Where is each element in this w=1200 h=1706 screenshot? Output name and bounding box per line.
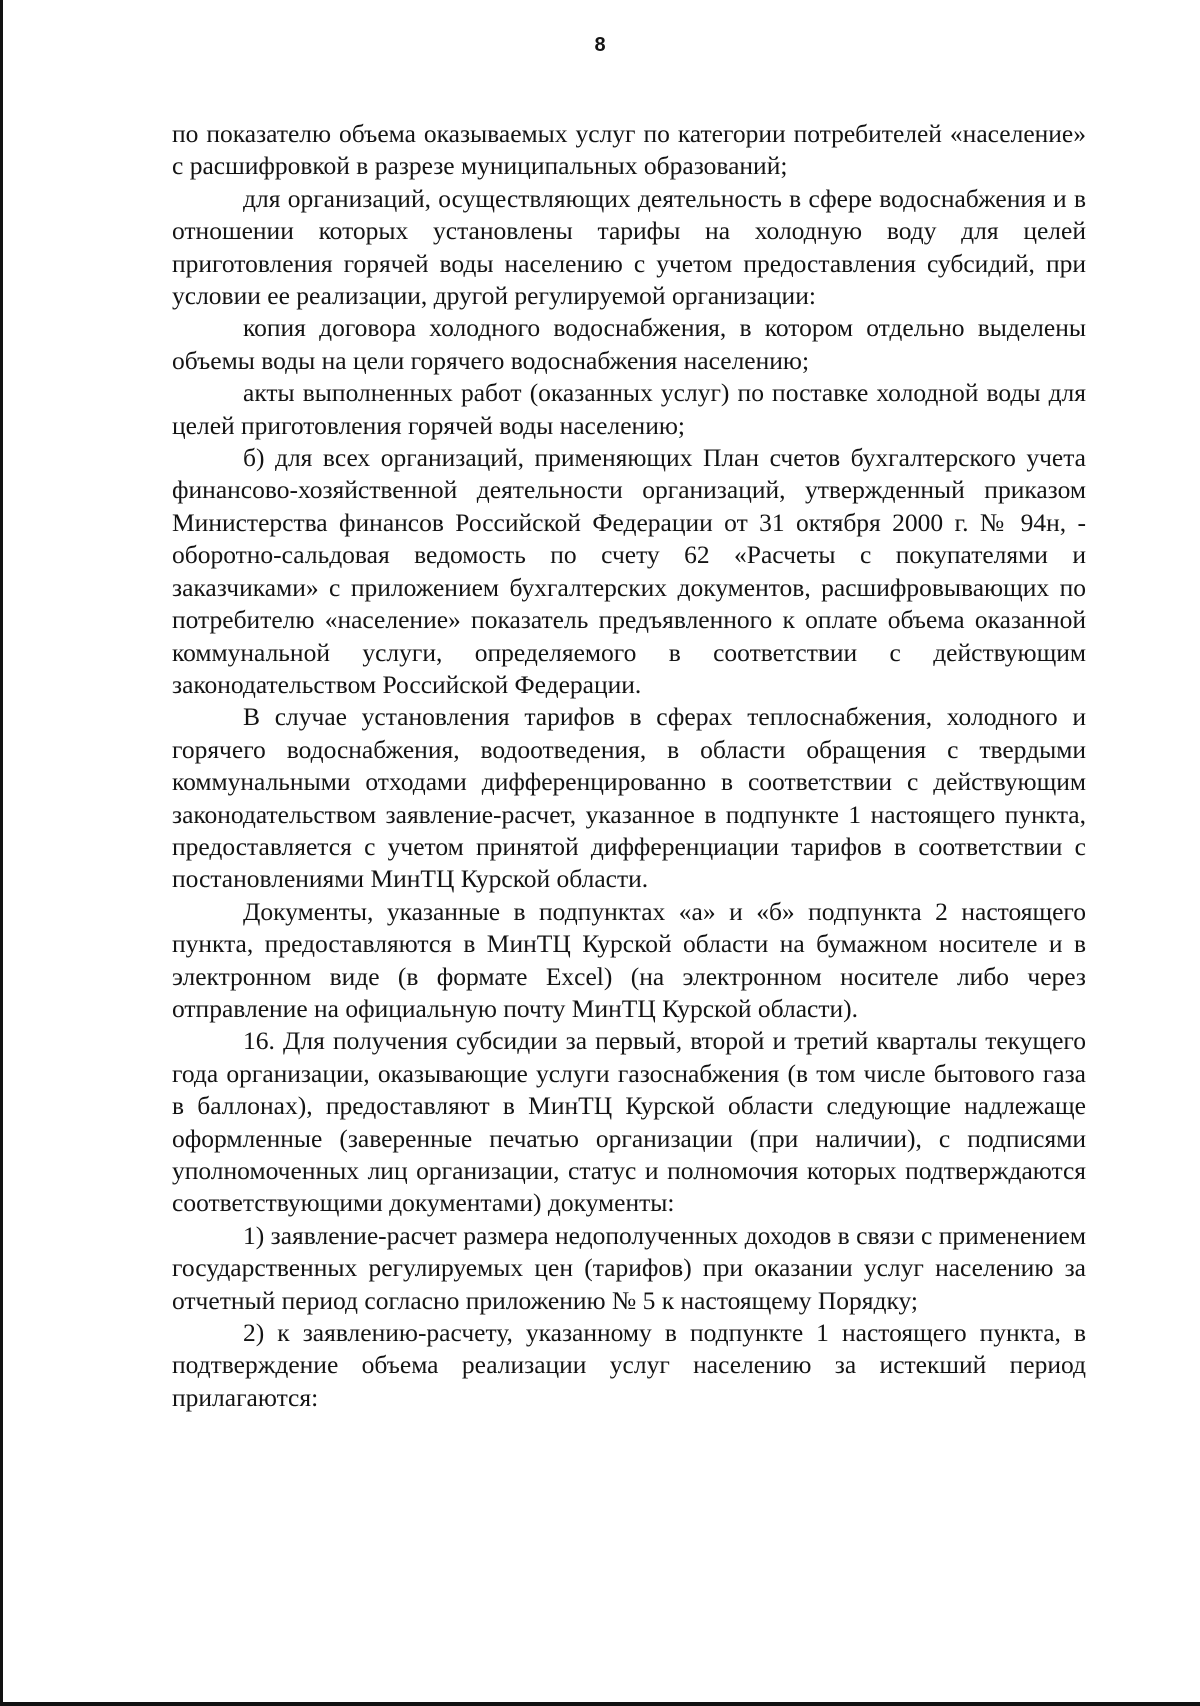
scan-border-left [0,0,3,1706]
document-body [172,118,1086,1414]
paragraph: Документы, указанные в подпунктах «а» и «б» подпункта 2 настоящего пункта, предоставляются в МинТЦ Курской области на бумажном носителе и в электронном виде (в формате Excel) (на электронном носителе либо через отправление на официальную почту МинТЦ Курской области). [172,896,1086,1023]
scan-border-bottom [0,1702,1200,1706]
paragraph: 16. Для получения субсидии за первый, второй и третий кварталы текущего года организации, оказывающие услуги газоснабжения (в том числе бытового газа в баллонах), предоставляют в МинТЦ Курской области следующие надлежаще оформленные (заверенные печатью организации (при наличии), с подписями уполномоченных лиц организации, статус и полномочия которых подтверждаются соответствующими документами) документы: [172,1026,1086,1218]
paragraph: 2) к заявлению-расчету, указанному в подпункте 1 настоящего пункта, в подтверждение объема реализации услуг населению за истекший период прилагаются: [172,1318,1086,1412]
paragraph: 1) заявление-расчет размера недополученных доходов в связи с применением государственных регулируемых цен (тарифов) при оказании услуг населению за отчетный период согласно приложению № 5 к настоящему Порядку; [172,1220,1086,1315]
paragraph: для организаций, осуществляющих деятельность в сфере водоснабжения и в отношении которых установлены тарифы на холодную воду для целей приготовления горячей воды населению с учетом предоставления субсидий, при условии ее реализации, другой регулируемой организации: [172,183,1086,311]
page-number: 8 [594,34,606,56]
paragraph: В случае установления тарифов в сферах теплоснабжения, холодного и горячего водоснабжения, водоотведения, в области обращения с твердыми коммунальными отходами дифференцированно в соответствии с действующим законодательством заявление-расчет, указанное в подпункте 1 настоящего пункта, предоставляется с учетом принятой дифференциации тарифов в соответствии с постановлениями МинТЦ Курской области. [172,702,1086,894]
paragraph: по показателю объема оказываемых услуг по категории потребителей «население» с расшифровкой в разрезе муниципальных образований; [172,119,1086,181]
paragraph: копия договора холодного водоснабжения, в котором отдельно выделены объемы воды на цели горячего водоснабжения населению; [172,313,1086,375]
paragraph: акты выполненных работ (оказанных услуг) по поставке холодной воды для целей приготовления горячей воды населению; [172,378,1086,440]
paragraph: б) для всех организаций, применяющих План счетов бухгалтерского учета финансово-хозяйственной деятельности организаций, утвержденный приказом Министерства финансов Российской Федерации от 31 октября 2000 г. № 94н, - оборотно-сальдовая ведомость по счету 62 «Расчеты с покупателями и заказчиками» с приложением бухгалтерских документов, расшифровывающих по потребителю «население» показатель предъявленного к оплате объема оказанной коммунальной услуги, определяемого в соответствии с действующим законодательством Российской Федерации. [172,443,1086,699]
